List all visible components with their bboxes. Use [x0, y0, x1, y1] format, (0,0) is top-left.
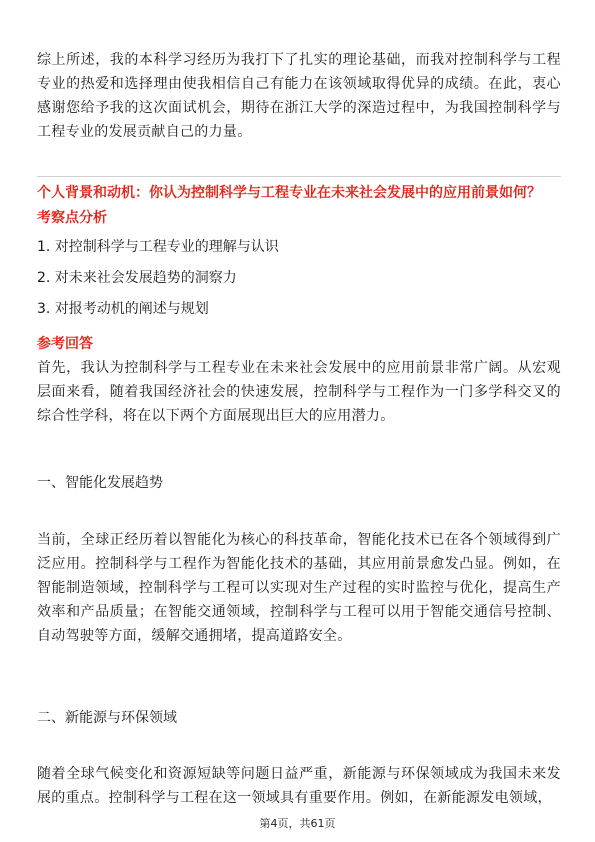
analysis-list	[37, 236, 279, 329]
section-divider	[37, 176, 561, 177]
question-title: 个人背景和动机：你认为控制科学与工程专业在未来社会发展中的应用前景如何？	[37, 185, 541, 201]
heading-new-energy: 二、新能源与环保领域	[37, 710, 177, 726]
list-item: 3. 对报考动机的阐述与规划	[37, 301, 209, 317]
intelligent-trend-paragraph: 当前，全球正经历着以智能化为核心的科技革命，智能化技术已在各个领域得到广泛应用。控制科学与工程作为智能化技术的基础，其应用前景愈发凸显。例如，在智能制造领域，控制科学与工程可以实现对生产过程的实时监控与优化，提高生产效率和产品质量；在智能交通领域，控制科学与工程可以用于智能交通信号控制、自动驾驶等方面，缓解交通拥堵，提高道路安全。	[37, 532, 561, 644]
heading-intelligent-trend: 一、智能化发展趋势	[37, 475, 163, 491]
reference-answer-title: 参考回答	[37, 336, 93, 352]
analysis-title: 考察点分析	[37, 210, 107, 226]
new-energy-paragraph: 随着全球气候变化和资源短缺等问题日益严重，新能源与环保领域成为我国未来发展的重点。控制科学与工程在这一领域具有重要作用。例如，在新能源发电领域，	[37, 766, 561, 806]
page-number: 第4页，共61页	[259, 817, 336, 830]
answer-paragraph: 首先，我认为控制科学与工程专业在未来社会发展中的应用前景非常广阔。从宏观层面来看，随着我国经济社会的快速发展，控制科学与工程作为一门多学科交叉的综合性学科，将在以下两个方面展现出巨大的应用潜力。	[37, 360, 561, 424]
list-item: 2. 对未来社会发展趋势的洞察力	[37, 270, 237, 286]
intro-paragraph: 综上所述，我的本科学习经历为我打下了扎实的理论基础，而我对控制科学与工程专业的热爱和选择理由使我相信自己有能力在该领域取得优异的成绩。在此，衷心感谢您给予我的这次面试机会，期待在浙江大学的深造过程中，为我国控制科学与工程专业的发展贡献自己的力量。	[37, 52, 561, 140]
list-item: 1. 对控制科学与工程专业的理解与认识	[37, 239, 279, 255]
